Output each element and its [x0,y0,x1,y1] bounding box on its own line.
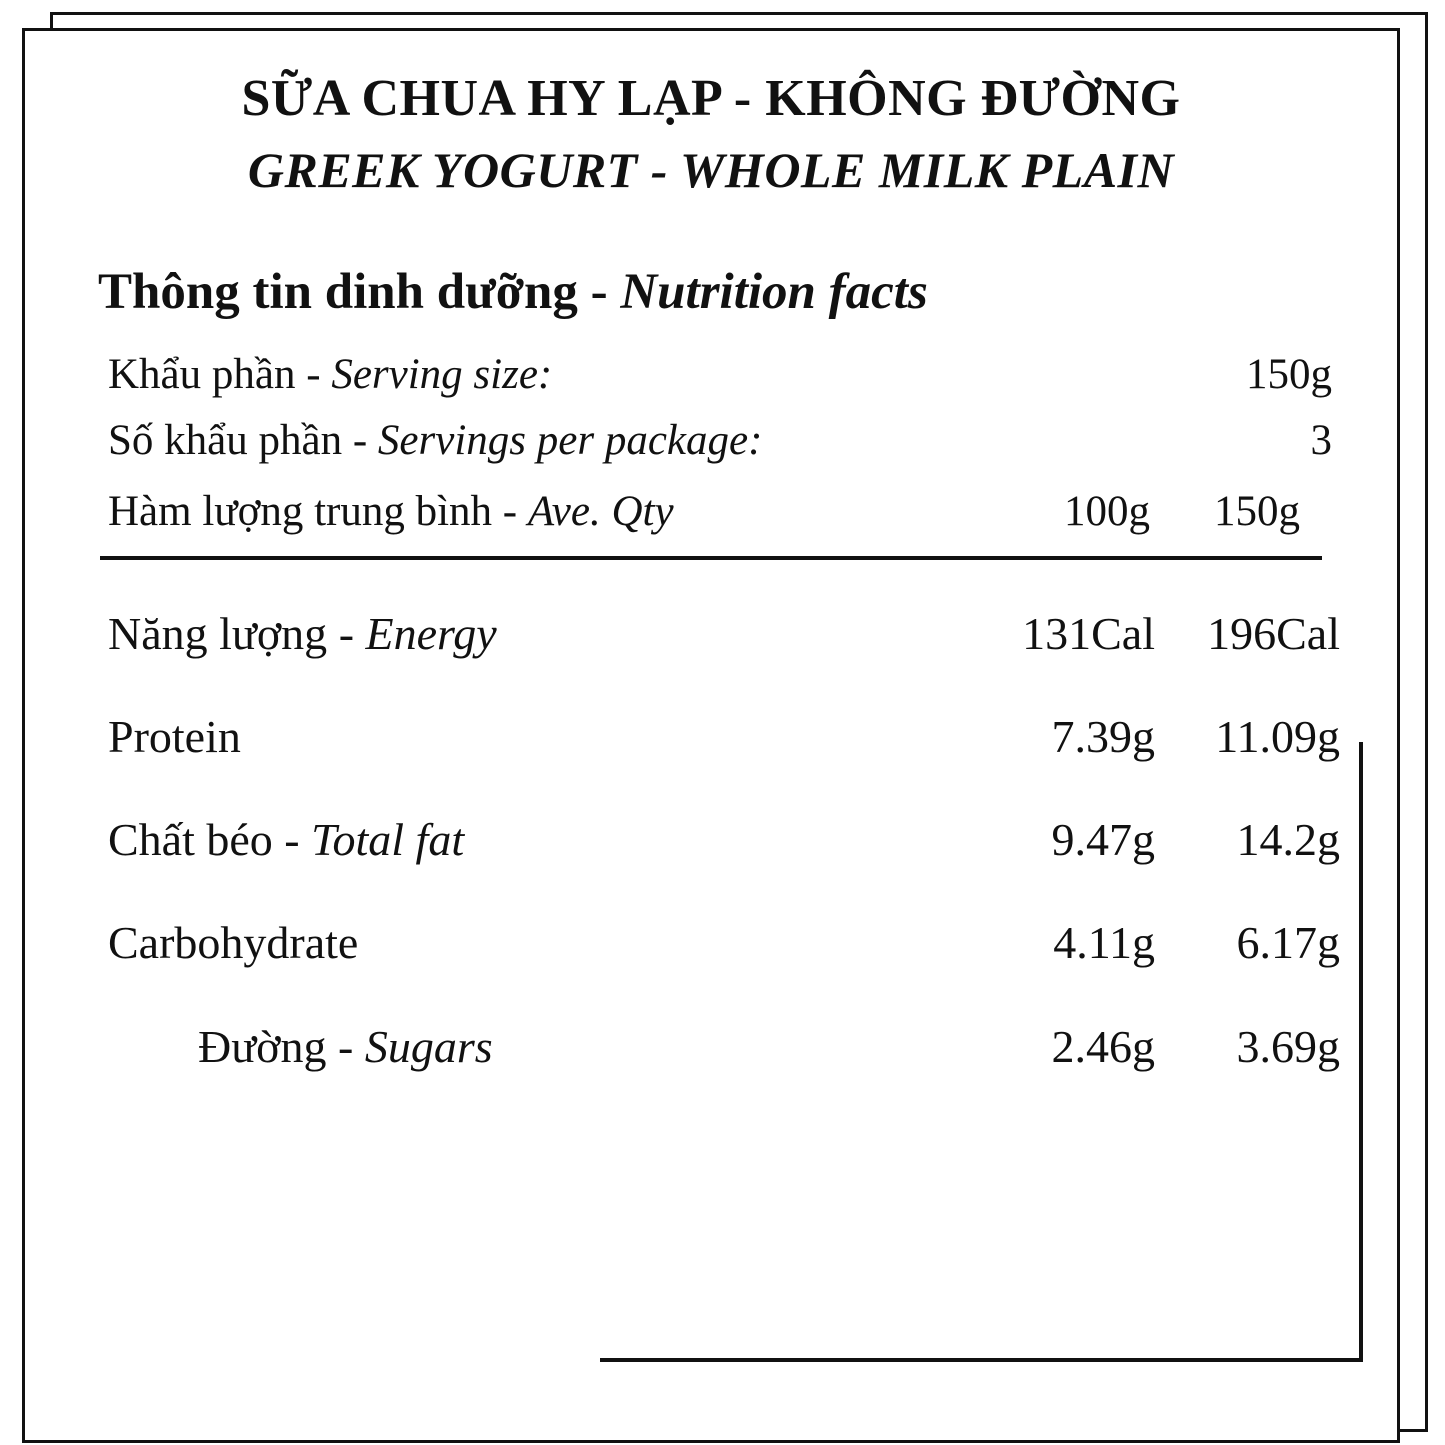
nutrition-facts-heading [82,264,1340,320]
serving-size-label [108,342,1192,409]
average-quantity-label-vn: Hàm lượng trung bình [108,488,493,536]
nutrition-facts-heading-sep: - [577,263,621,320]
nutrient-value-per-serving: 3.69g [1236,1020,1340,1072]
serving-info-block [82,342,1340,546]
servings-per-package-label-en: Servings per package: [377,417,763,465]
servings-per-package-label-vn: Số khẩu phần [108,417,343,465]
nutrient-name-sep: - [272,814,312,866]
servings-per-package-row [108,408,1332,475]
nutrition-facts-heading-en: Nutrition facts [620,263,928,320]
serving-size-label-vn: Khẩu phần [108,350,296,398]
nutrient-value-per-serving: 11.09g [1215,710,1340,762]
nutrient-name-en: Sugars [364,1020,493,1072]
nutrient-name-vn: Đường [198,1020,338,1072]
nutrient-value-per-serving: 14.2g [1236,814,1340,866]
label-content [22,28,1400,1443]
table-bottom-rule [600,1358,1363,1362]
nutrient-name-sep: - [327,607,366,659]
nutrient-table [82,582,1340,1098]
average-quantity-label-sep: - [492,488,528,536]
nutrient-name [108,812,980,867]
nutrient-value-per-100g: 9.47g [1051,814,1155,866]
nutrient-name-en: Energy [365,607,497,659]
nutrient-name-sep: - [337,1020,365,1072]
serving-size-value: 150g [1246,350,1332,398]
servings-per-package-label [108,408,1192,475]
nutrient-name-vn: Chất béo [108,814,273,866]
nutrient-value-per-100g: 7.39g [1051,710,1155,762]
nutrient-value-per-100g: 4.11g [1053,917,1155,969]
servings-per-package-value: 3 [1310,417,1332,465]
header-divider [100,556,1322,560]
nutrient-value-per-serving: 6.17g [1236,917,1340,969]
nutrient-name-en: Total fat [311,814,465,866]
table-row [108,891,1340,994]
average-quantity-header-row [108,479,1332,546]
table-row [108,788,1340,891]
product-title-vietnamese: SỮA CHUA HY LẠP - KHÔNG ĐƯỜNG [241,70,1181,127]
nutrient-name [108,606,980,661]
nutrient-name-vn: Carbohydrate [108,917,359,969]
product-title-english: GREEK YOGURT - WHOLE MILK PLAIN [247,142,1175,199]
nutrient-value-per-100g: 2.46g [1051,1020,1155,1072]
column-header-per-serving: 150g [1214,488,1300,536]
table-row [108,995,1340,1098]
servings-per-package-label-sep: - [342,417,378,465]
nutrient-name-vn: Protein [108,710,241,762]
nutrient-value-per-serving: 196Cal [1207,607,1340,659]
serving-size-row [108,342,1332,409]
column-header-per-100g: 100g [1064,488,1150,536]
nutrient-name [108,709,980,764]
table-row [108,582,1340,685]
serving-size-label-sep: - [295,350,332,398]
table-right-rule [1359,742,1363,1362]
nutrition-facts-heading-vn: Thông tin dinh dưỡng [98,263,578,320]
nutrient-value-per-100g: 131Cal [1022,607,1155,659]
average-quantity-label-en: Ave. Qty [527,488,674,536]
average-quantity-label [108,479,1032,546]
nutrient-name [108,915,980,970]
nutrient-name-vn: Năng lượng [108,607,328,659]
nutrient-name [108,1019,980,1074]
serving-size-label-en: Serving size: [331,350,553,398]
table-row [108,685,1340,788]
